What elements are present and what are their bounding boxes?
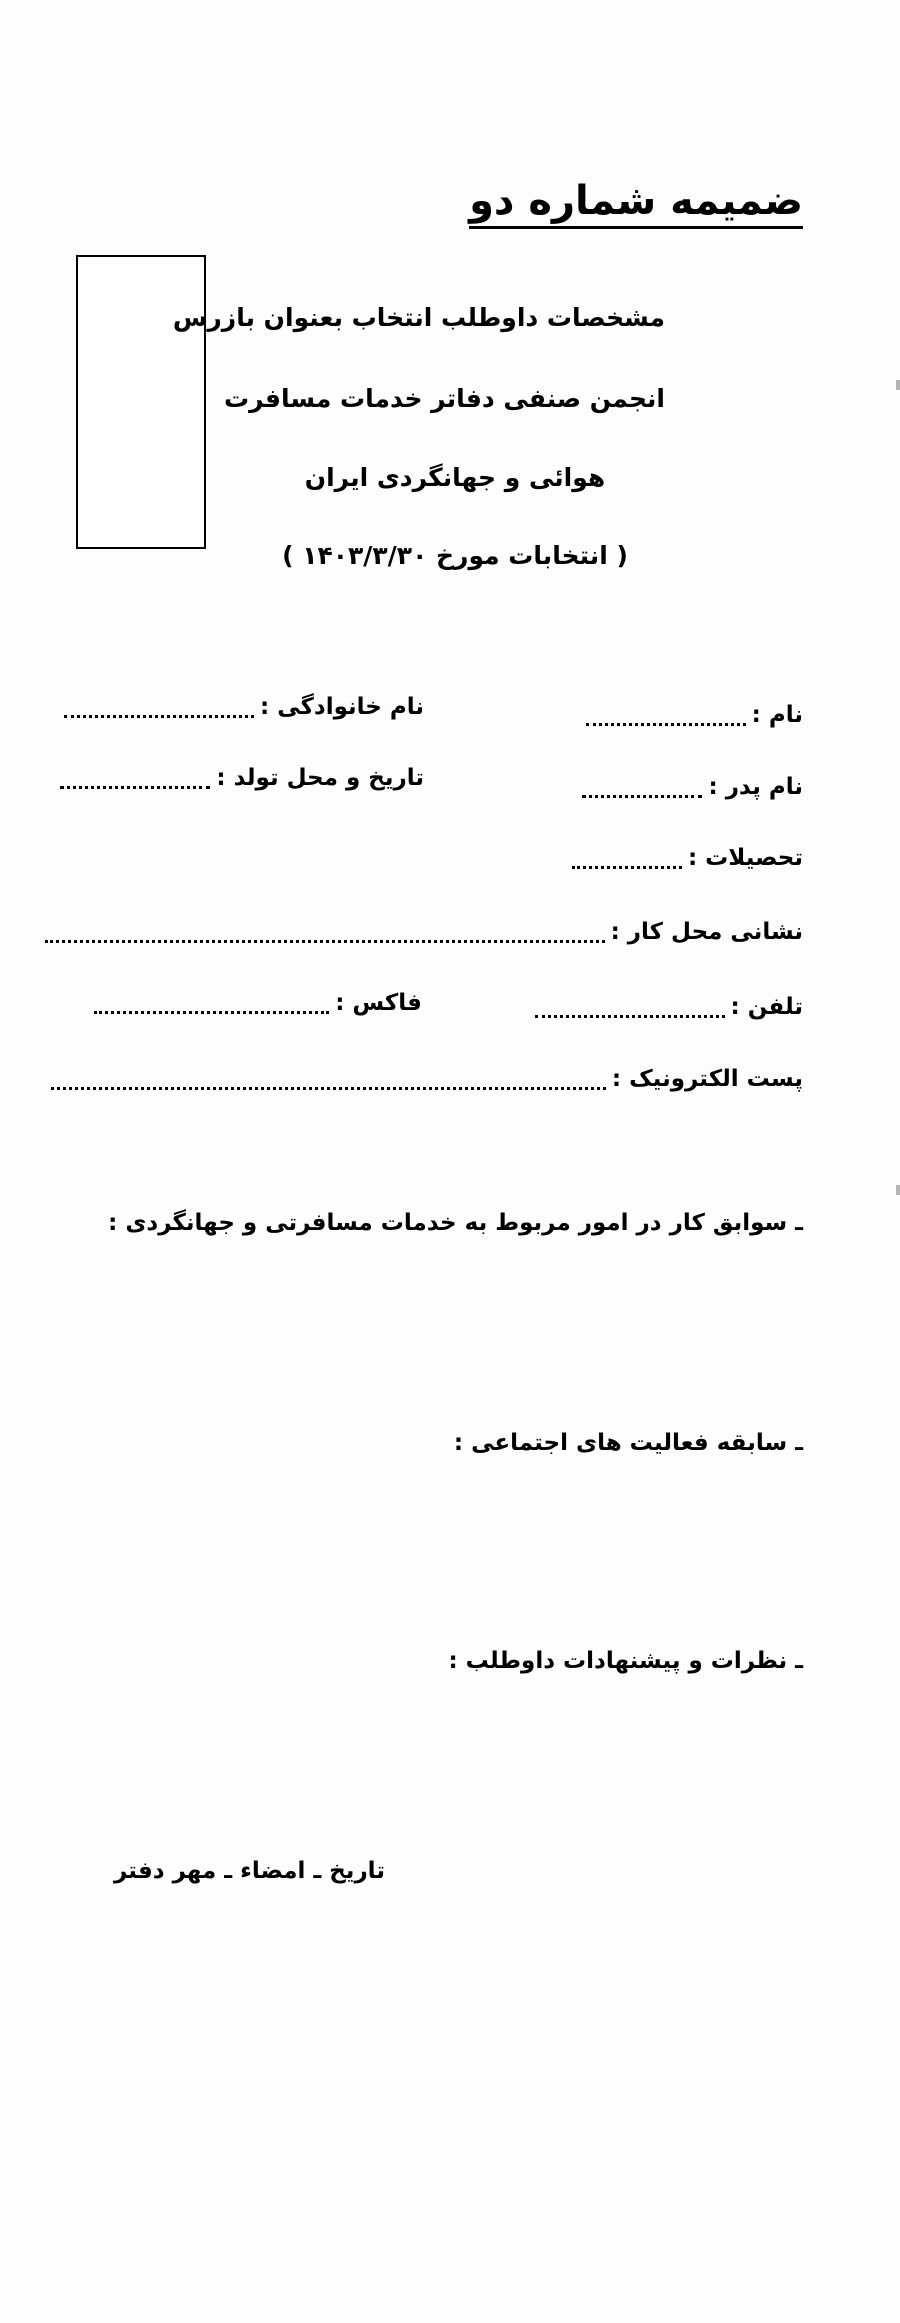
father-name-field[interactable]	[582, 772, 803, 802]
heading-line-3: هوائی و جهانگردی ایران	[304, 463, 606, 492]
scan-edge-mark	[896, 1185, 900, 1195]
heading-line-4-election-date: ( انتخابات مورخ ۱۴۰۳/۳/۳۰ )	[282, 541, 628, 570]
first-name-label: نام :	[751, 702, 803, 728]
birth-date-place-field[interactable]	[60, 763, 424, 793]
education-blank[interactable]	[572, 862, 682, 869]
birth-date-place-blank[interactable]	[60, 782, 210, 789]
work-address-blank[interactable]	[45, 936, 605, 943]
first-name-field[interactable]	[586, 700, 803, 730]
phone-label: تلفن :	[730, 994, 803, 1020]
work-address-label: نشانی محل کار :	[610, 919, 803, 945]
work-history-section: ـ سوابق کار در امور مربوط به خدمات مسافرتی و جهانگردی :	[108, 1210, 803, 1236]
education-field[interactable]	[572, 843, 803, 873]
email-blank[interactable]	[51, 1083, 606, 1090]
phone-blank[interactable]	[535, 1011, 725, 1018]
first-name-blank[interactable]	[586, 719, 746, 726]
email-label: پست الکترونیک :	[611, 1066, 803, 1092]
birth-date-place-label: تاریخ و محل تولد :	[216, 765, 424, 791]
last-name-field[interactable]	[64, 692, 424, 722]
work-address-field[interactable]	[45, 917, 803, 947]
date-signature-stamp-line: تاریخ ـ امضاء ـ مهر دفتر	[114, 1858, 385, 1884]
fax-field[interactable]	[94, 988, 422, 1018]
photo-placeholder-box	[76, 255, 206, 549]
fax-blank[interactable]	[94, 1007, 329, 1014]
heading-line-1: مشخصات داوطلب انتخاب بعنوان بازرس	[172, 303, 665, 332]
scan-edge-mark	[896, 380, 900, 390]
education-label: تحصیلات :	[687, 845, 803, 871]
email-field[interactable]	[51, 1064, 803, 1094]
father-name-label: نام پدر :	[708, 774, 803, 800]
suggestions-section: ـ نظرات و پیشنهادات داوطلب :	[448, 1648, 803, 1674]
fax-label: فاکس :	[335, 990, 422, 1016]
annex-title: ضمیمه شماره دو	[469, 178, 803, 229]
social-activity-section: ـ سابقه فعالیت های اجتماعی :	[453, 1430, 803, 1456]
father-name-blank[interactable]	[582, 791, 702, 798]
phone-field[interactable]	[535, 992, 803, 1022]
heading-line-2: انجمن صنفی دفاتر خدمات مسافرت	[223, 384, 665, 413]
last-name-blank[interactable]	[64, 711, 254, 718]
last-name-label: نام خانوادگی :	[260, 694, 424, 720]
